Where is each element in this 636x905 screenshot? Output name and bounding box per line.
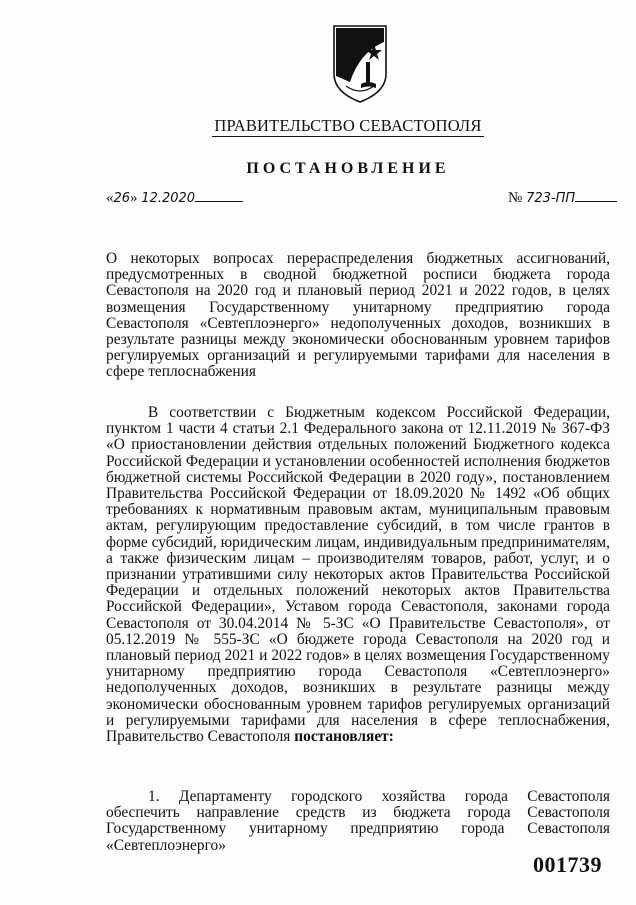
serial-number: 001739 [533, 852, 602, 877]
sevastopol-coat-of-arms-icon [330, 22, 390, 104]
document-number [508, 190, 617, 207]
date-day: 26 [113, 191, 131, 206]
number-underline [575, 191, 617, 202]
document-subject: О некоторых вопросах перераспределения бюджетных ассигнований, предусмотренных в сводной бюджетной росписи бюджета города Севастополя на 2020 год и плановый период 2021 и 2022 годов, в целях возмещения Государственному унитарному предприятию города Севастополя «Севтеплоэнерго» недополученных доходов, возникших в результате разницы между экономически обоснованным уровнем тарифов регулируемых организаций и регулируемыми тарифами для населения в сфере теплоснабжения [106, 250, 610, 381]
date-month-year: 12.2020 [141, 191, 196, 206]
preamble-text: В соответствии с Бюджетным кодексом Российской Федерации, пунктом 1 части 4 статьи 2.1 Федерального закона от 12.11.2019 № 367-ФЗ «О приостановлении действия отдельных положений Бюджетного кодекса Российской Федерации и установлении особенностей исполнения бюджетов бюджетной системы Российской Федерации в 2020 году», постановлением Правительства Российской Федерации от 18.09.2020 № 1492 «Об общих требованиях к нормативным правовым актам, муниципальным правовым актам, регулирующим предоставление субсидий, в том числе грантов в форме субсидий, юридическим лицам, индивидуальным предпринимателям, а также физическим лицам – производителям товаров, работ, услуг, и о признании утратившими силу некоторых актов Правительства Российской Федерации и отдельных положений некоторых актов Правительства Российской Федерации», Уставом города Севастополя, законами города Севастополя от 30.04.2014 № 5-ЗС «О Правительстве Севастополя», от 05.12.2019 № 555-ЗС «О бюджете города Севастополя на 2020 год и плановый период 2021 и 2022 годов» в целях возмещения Государственному унитарному предприятию города Севастополя «Севтеплоэнерго» недополученных доходов, возникших в результате разницы между экономически обоснованным уровнем тарифов регулируемых организаций и регулируемыми тарифами для населения в сфере теплоснабжения, Правительство Севастополя [106, 404, 610, 746]
date-open-quote: « [106, 190, 114, 206]
government-title-text: ПРАВИТЕЛЬСТВО СЕВАСТОПОЛЯ [214, 116, 482, 135]
number-value: 723-ПП [526, 191, 576, 206]
document-type: ПОСТАНОВЛЕНИЕ [246, 160, 450, 177]
document-date [106, 190, 243, 207]
date-close-quote: » [130, 190, 138, 206]
number-prefix: № [508, 190, 523, 206]
date-underline [195, 191, 243, 202]
preamble-paragraph [106, 405, 610, 745]
decree-word: постановляет: [294, 728, 394, 746]
government-title [0, 116, 636, 136]
clause-1-paragraph: 1. Департаменту городского хозяйства города Севастополя обеспечить направление средств из бюджета города Севастополя Государственному унитарному предприятию города Севастополя «Севтеплоэнерго» [106, 788, 610, 854]
